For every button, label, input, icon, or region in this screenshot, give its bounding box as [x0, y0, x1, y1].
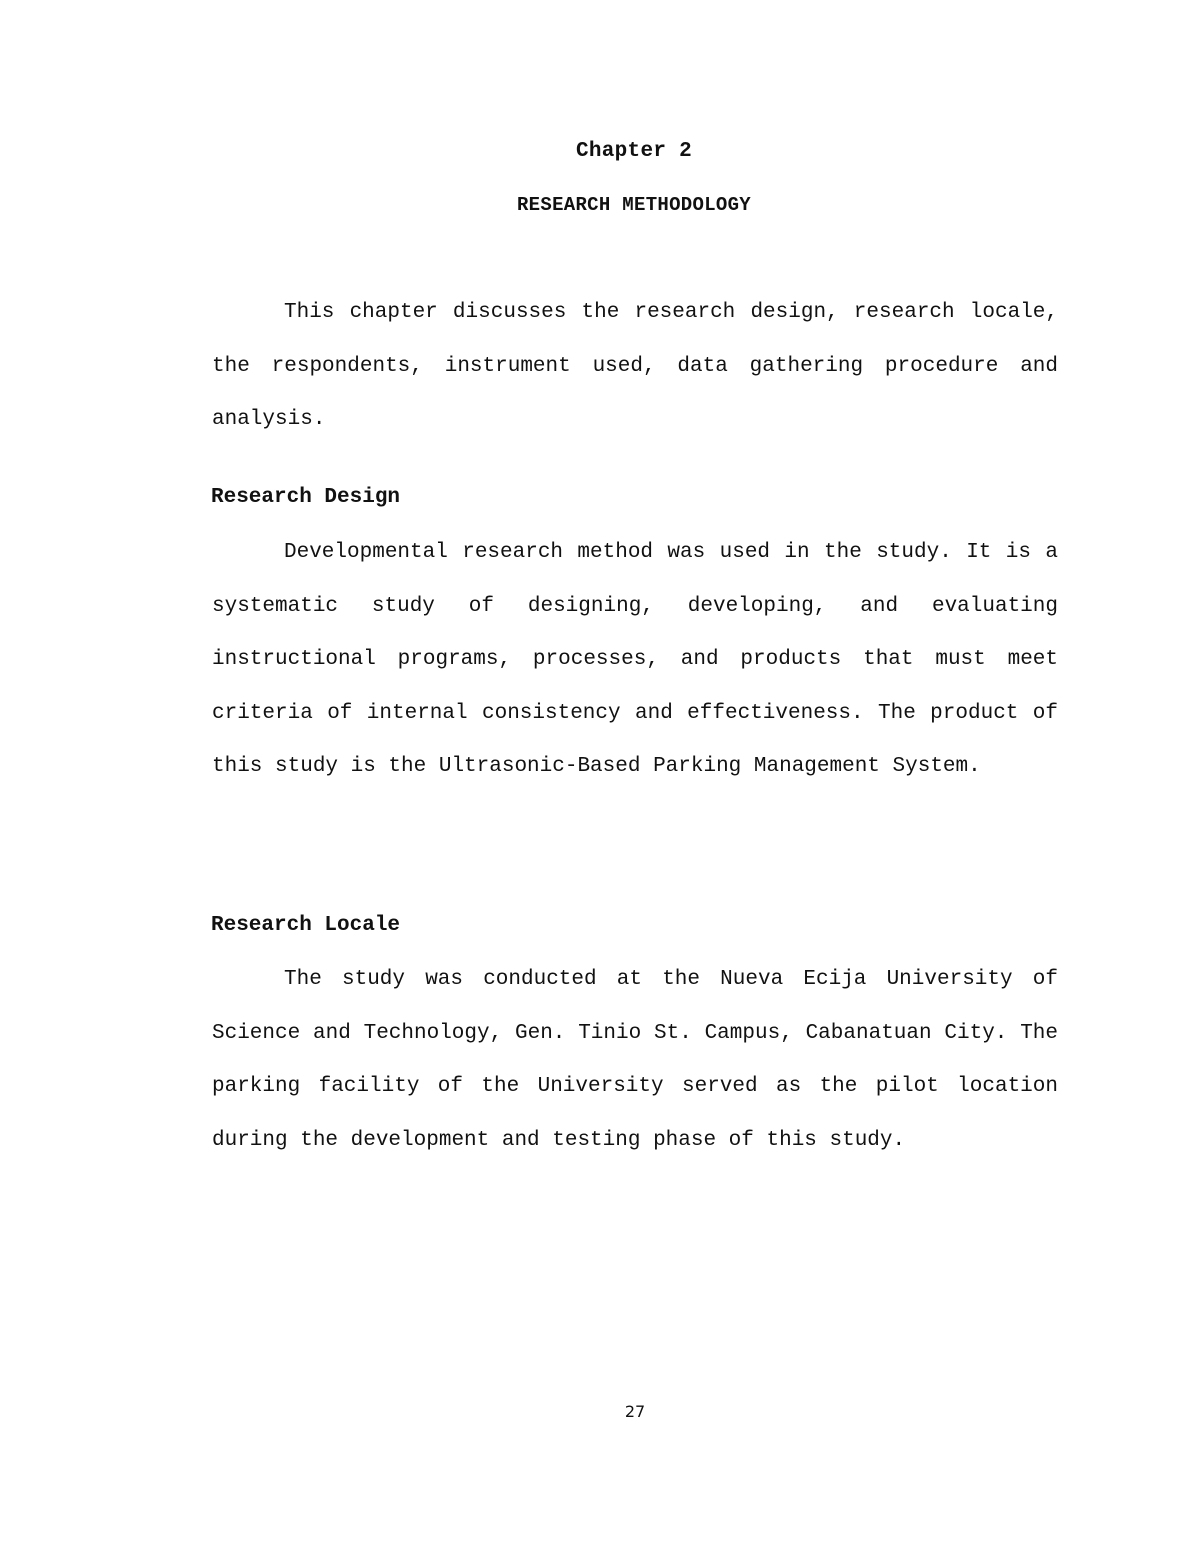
research-design-block	[212, 526, 1058, 794]
page-number: 27	[624, 1402, 646, 1421]
chapter-title: RESEARCH METHODOLOGY	[516, 194, 752, 216]
intro-paragraph: This chapter discusses the research design, research locale, the respondents, instrument used, data gathering procedure and analysis.	[212, 301, 1058, 431]
research-design-paragraph: Developmental research method was used in the study. It is a systematic study of designing, developing, and evaluating instructional programs, processes, and products that must meet criteria of internal consistency and effectiveness. The product of this study is the Ultrasonic-Based Parking Management System.	[212, 541, 1058, 778]
research-locale-block	[212, 953, 1058, 1167]
section-heading-research-design: Research Design	[211, 486, 401, 509]
intro-paragraph-block	[212, 286, 1058, 447]
research-locale-paragraph: The study was conducted at the Nueva Ecija University of Science and Technology, Gen. Tinio St. Campus, Cabanatuan City. The parking facility of the University served as the pilot location during the development and testing phase of this study.	[212, 968, 1058, 1152]
section-heading-research-locale: Research Locale	[211, 914, 401, 937]
chapter-label: Chapter 2	[575, 140, 693, 163]
